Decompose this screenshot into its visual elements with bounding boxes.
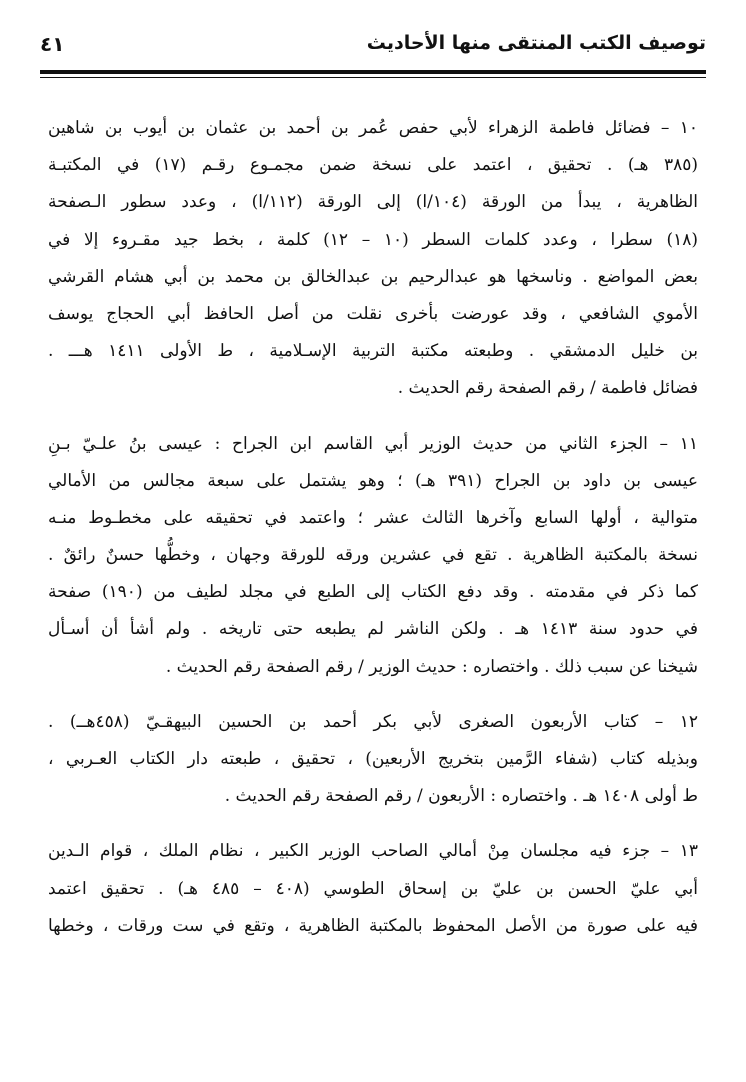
text-line: كما ذكر في مقدمته . وقد دفع الكتاب إلى الطبع في مجلد لطيف من (١٩٠) صفحة bbox=[48, 582, 698, 603]
running-header bbox=[40, 30, 706, 64]
header-rule-thin bbox=[40, 77, 706, 78]
text-line: ١١ – الجزء الثاني من حديث الوزير أبي القاسم ابن الجراح : عيسى بنُ علـيّ بـنِ bbox=[48, 433, 698, 454]
text-line: أبي عليّ الحسن بن عليّ بن إسحاق الطوسي (٤٠٨ – ٤٨٥ هـ) . تحقيق اعتمد bbox=[48, 878, 698, 899]
page-number: ٤١ bbox=[40, 32, 65, 56]
text-line: ١٢ – كتاب الأربعون الصغرى لأبي بكر أحمد بن الحسين البيهقـيّ (٤٥٨هــ) . bbox=[48, 711, 698, 732]
text-line: شيخنا عن سبب ذلك . واختصاره : حديث الوزير / رقم الصفحة رقم الحديث . bbox=[165, 656, 698, 677]
text-line: ط أولى ١٤٠٨ هـ . واختصاره : الأربعون / رقم الصفحة رقم الحديث . bbox=[224, 786, 698, 807]
text-line: ١٣ – جزء فيه مجلسان مِنْ أمالي الصاحب الوزير الكبير ، نظام الملك ، قوام الـدين bbox=[48, 841, 698, 862]
text-line: بن خليل الدمشقي . وطبعته مكتبة التربية الإسـلامية ، ط الأولى ١٤١١ هـــ . bbox=[48, 341, 698, 362]
text-line: فضائل فاطمة / رقم الصفحة رقم الحديث . bbox=[397, 378, 698, 399]
text-line: في حدود سنة ١٤١٣ هـ . ولكن الناشر لم يطبعه حتى تاريخه . ولم أشأ أن أسـأل bbox=[48, 619, 698, 640]
entries-list bbox=[48, 110, 698, 963]
text-line: عيسى بن داود بن الجراح (٣٩١ هـ) ؛ وهو يشتمل على سبعة مجالس من الأمالي bbox=[48, 470, 698, 491]
entry-11 bbox=[48, 426, 698, 686]
text-line: بعض المواضع . وناسخها هو عبدالرحيم بن عبدالخالق بن محمد بن أبي هشام القرشي bbox=[48, 266, 698, 287]
text-line: (١٨) سطرا ، وعدد كلمات السطر (١٠ – ١٢) كلمة ، بخط جيد مقـروء إلا في bbox=[48, 229, 698, 250]
text-line: وبذيله كتاب (شفاء الرَّمين بتخريج الأربعين) ، تحقيق ، طبعته دار الكتاب العـربي ، bbox=[48, 749, 698, 769]
entry-13 bbox=[48, 833, 698, 945]
text-line: (٣٨٥ هـ) . تحقيق ، اعتمد على نسخة ضمن مجمـوع رقـم (١٧) في المكتبـة bbox=[48, 155, 698, 176]
text-line: الظاهرية ، يبدأ من الورقة (١٠٤/ا) إلى الورقة (١١٢/ا) ، وعدد سطور الـصفحة bbox=[48, 192, 698, 213]
text-line: الأموي الشافعي ، وقد عورضت بأخرى نقلت من أصل الحافظ أبي الحجاج يوسف bbox=[48, 303, 698, 324]
running-title: توصيف الكتب المنتقى منها الأحاديث bbox=[366, 32, 706, 54]
entry-12 bbox=[48, 704, 698, 816]
text-line: نسخة بالمكتبة الظاهرية . تقع في عشرين ورقه للورقة وجهان ، وخطُّها حسنٌ رائقٌ . bbox=[48, 545, 698, 566]
text-line: ١٠ – فضائل فاطمة الزهراء لأبي حفص عُمر بن أحمد بن عثمان بن أيوب بن شاهين bbox=[48, 118, 698, 138]
text-line: متوالية ، أولها السابع وآخرها الثالث عشر ؛ واعتمد في تحقيقه على مخطـوط منـه bbox=[48, 507, 698, 528]
text-line: فيه على صورة من الأصل المحفوظ بالمكتبة الظاهرية ، وتقع في ست ورقات ، وخطها bbox=[48, 915, 698, 936]
entry-10 bbox=[48, 110, 698, 408]
header-rule-thick bbox=[40, 70, 706, 74]
